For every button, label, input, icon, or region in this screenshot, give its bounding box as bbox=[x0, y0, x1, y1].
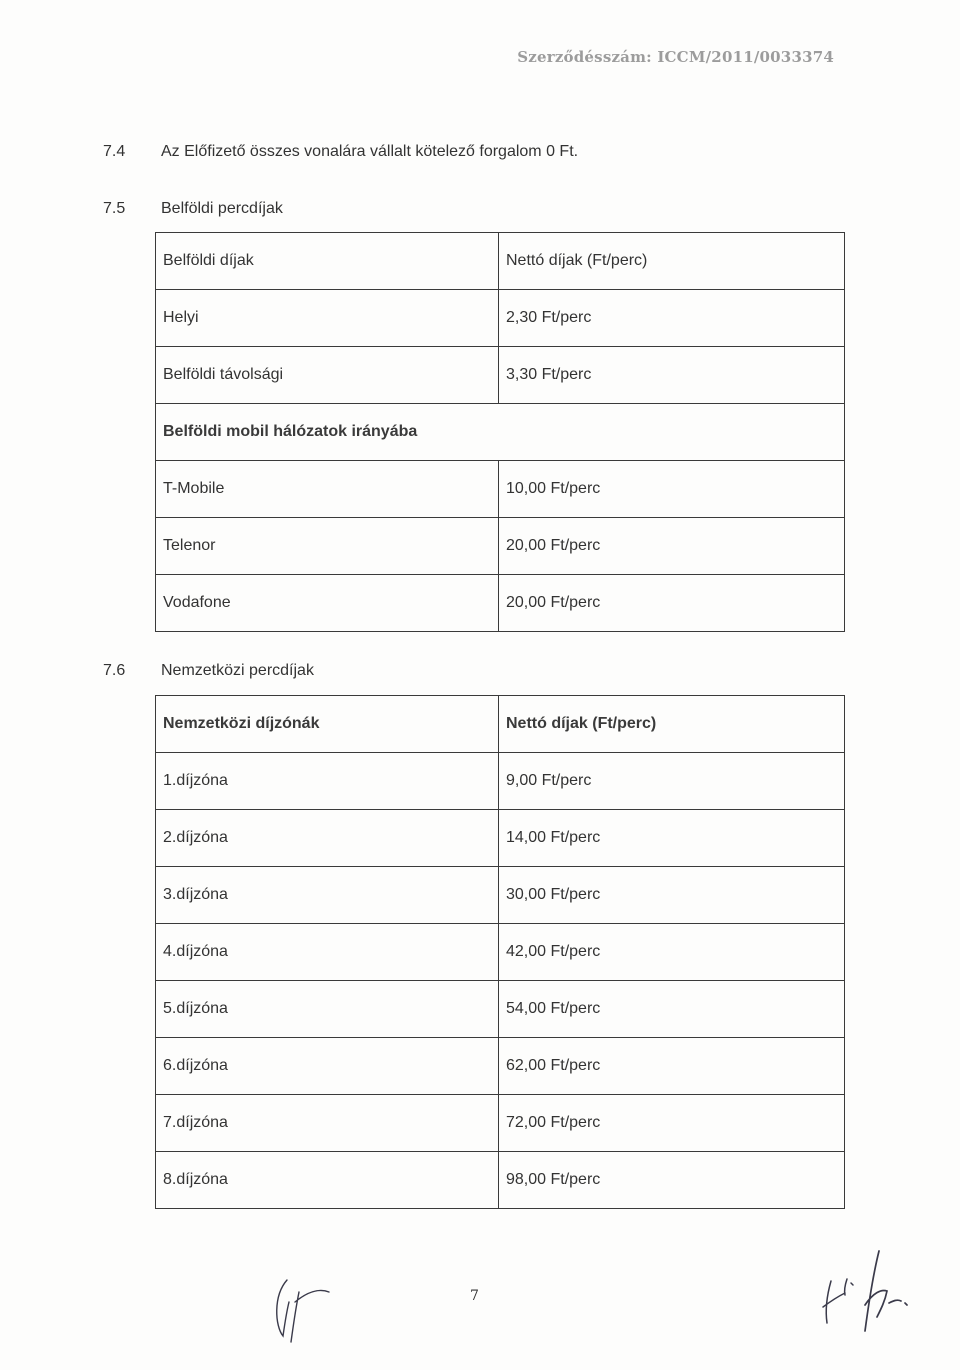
zone-name: 7.díjzóna bbox=[156, 1095, 499, 1152]
table-row bbox=[156, 810, 845, 867]
table-subheader-row bbox=[156, 404, 845, 461]
zone-price: 62,00 Ft/perc bbox=[499, 1038, 845, 1095]
section-title: Nemzetközi percdíjak bbox=[161, 662, 314, 679]
zone-price: 72,00 Ft/perc bbox=[499, 1095, 845, 1152]
zone-name: 8.díjzóna bbox=[156, 1152, 499, 1209]
section-7-4 bbox=[103, 143, 578, 161]
table-row bbox=[156, 867, 845, 924]
signature-initials-left bbox=[265, 1262, 355, 1352]
signature-initials-right bbox=[815, 1245, 925, 1340]
section-number: 7.5 bbox=[103, 200, 126, 217]
section-title: Belföldi percdíjak bbox=[161, 200, 283, 217]
mobile-networks-subheader: Belföldi mobil hálózatok irányába bbox=[156, 404, 845, 461]
table-row bbox=[156, 924, 845, 981]
table-row bbox=[156, 981, 845, 1038]
rate-name: T-Mobile bbox=[156, 461, 499, 518]
table-row bbox=[156, 518, 845, 575]
table-row bbox=[156, 753, 845, 810]
table-header-row bbox=[156, 696, 845, 753]
zone-name: 6.díjzóna bbox=[156, 1038, 499, 1095]
zone-price: 30,00 Ft/perc bbox=[499, 867, 845, 924]
table-row bbox=[156, 461, 845, 518]
rate-name: Belföldi távolsági bbox=[156, 347, 499, 404]
contract-number: Szerződésszám: ICCM/2011/0033374 bbox=[517, 48, 834, 66]
table-row bbox=[156, 1095, 845, 1152]
column-header-international-zones: Nemzetközi díjzónák bbox=[156, 696, 499, 753]
page-number: 7 bbox=[470, 1288, 479, 1304]
zone-price: 9,00 Ft/perc bbox=[499, 753, 845, 810]
zone-name: 2.díjzóna bbox=[156, 810, 499, 867]
rate-price: 20,00 Ft/perc bbox=[499, 575, 845, 632]
rate-price: 3,30 Ft/perc bbox=[499, 347, 845, 404]
table-row bbox=[156, 290, 845, 347]
section-7-6-heading bbox=[103, 662, 314, 680]
international-rates-table bbox=[155, 695, 845, 1209]
rate-name: Helyi bbox=[156, 290, 499, 347]
zone-name: 5.díjzóna bbox=[156, 981, 499, 1038]
section-7-5-heading bbox=[103, 200, 283, 218]
zone-name: 1.díjzóna bbox=[156, 753, 499, 810]
column-header-net-fees: Nettó díjak (Ft/perc) bbox=[499, 233, 845, 290]
rate-name: Vodafone bbox=[156, 575, 499, 632]
zone-name: 3.díjzóna bbox=[156, 867, 499, 924]
table-row bbox=[156, 347, 845, 404]
rate-name: Telenor bbox=[156, 518, 499, 575]
table-row bbox=[156, 1152, 845, 1209]
rate-price: 20,00 Ft/perc bbox=[499, 518, 845, 575]
zone-price: 42,00 Ft/perc bbox=[499, 924, 845, 981]
zone-price: 14,00 Ft/perc bbox=[499, 810, 845, 867]
section-number: 7.4 bbox=[103, 143, 126, 160]
domestic-rates-table bbox=[155, 232, 845, 632]
zone-price: 98,00 Ft/perc bbox=[499, 1152, 845, 1209]
rate-price: 10,00 Ft/perc bbox=[499, 461, 845, 518]
section-number: 7.6 bbox=[103, 662, 126, 679]
table-row bbox=[156, 1038, 845, 1095]
section-text: Az Előfizető összes vonalára vállalt kötelező forgalom 0 Ft. bbox=[161, 143, 579, 160]
table-header-row bbox=[156, 233, 845, 290]
column-header-domestic-fees: Belföldi díjak bbox=[156, 233, 499, 290]
rate-price: 2,30 Ft/perc bbox=[499, 290, 845, 347]
zone-name: 4.díjzóna bbox=[156, 924, 499, 981]
zone-price: 54,00 Ft/perc bbox=[499, 981, 845, 1038]
table-row bbox=[156, 575, 845, 632]
column-header-net-fees: Nettó díjak (Ft/perc) bbox=[499, 696, 845, 753]
